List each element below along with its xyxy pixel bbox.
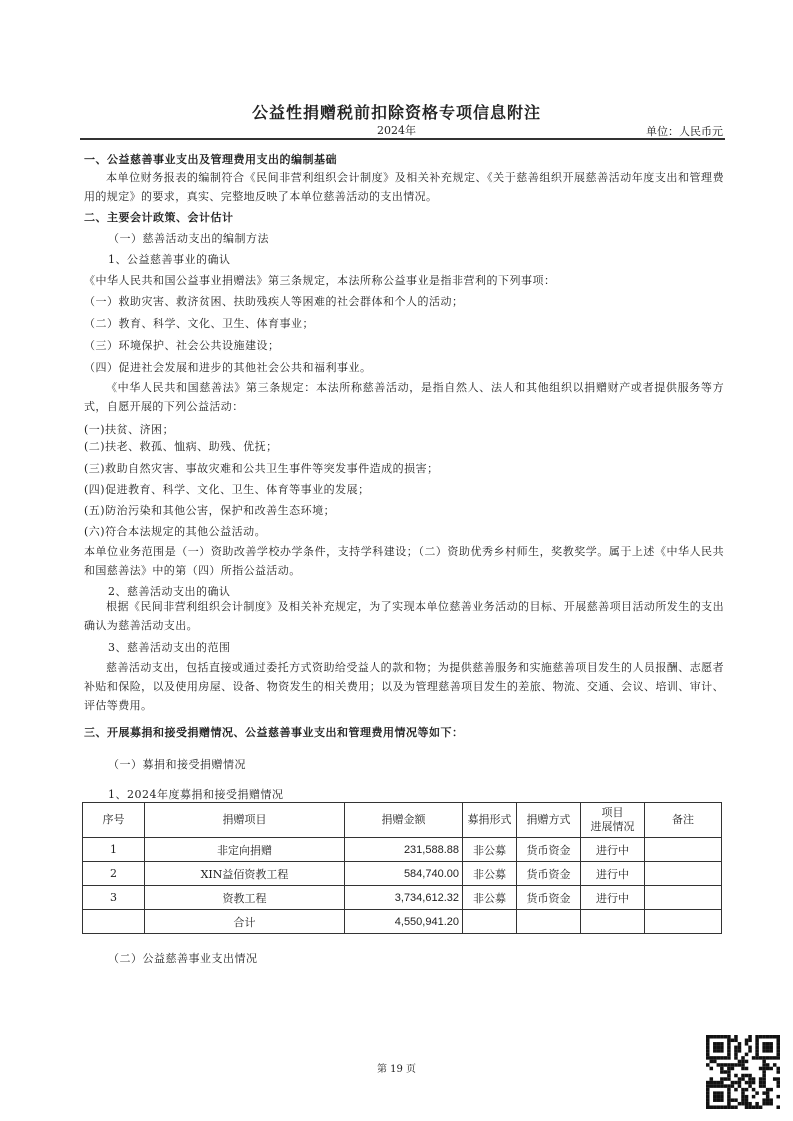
table-cell: 1 (83, 838, 145, 862)
table-cell: 231,588.88 (345, 838, 463, 862)
item-heading: 3、慈善活动支出的范围 (108, 641, 231, 654)
table-row (83, 838, 722, 862)
table-row (83, 862, 722, 886)
header-cell: 项目 进展情况 (581, 803, 645, 838)
law-item: (一)扶贫、济困； (84, 423, 175, 436)
report-year: 2024年 (377, 124, 416, 137)
table-cell: 货币资金 (517, 838, 581, 862)
law-item: （二）教育、科学、文化、卫生、体育事业； (84, 317, 314, 330)
section-2-heading: 二、主要会计政策、会计估计 (84, 211, 234, 224)
subsection-heading: （一）慈善活动支出的编制方法 (108, 232, 269, 245)
empty-cell (645, 910, 722, 934)
law-item: （四）促进社会发展和进步的其他社会公共和福利事业。 (84, 361, 372, 374)
header-cell: 备注 (645, 803, 722, 838)
table-cell: 货币资金 (517, 862, 581, 886)
table-cell: 非定向捐赠 (145, 838, 345, 862)
item-paragraph: 根据《民间非营利组织会计制度》及相关补充规定，为了实现本单位慈善业务活动的目标、开展慈善项目活动所发生的支出确认为慈善活动支出。 (84, 600, 724, 632)
table-cell: 资教工程 (145, 886, 345, 910)
table-cell: 货币资金 (517, 886, 581, 910)
header-rule (80, 138, 725, 140)
table-cell: 非公募 (463, 838, 517, 862)
header-cell: 募捐形式 (463, 803, 517, 838)
empty-cell (517, 910, 581, 934)
table-cell: 非公募 (463, 862, 517, 886)
table-total-row (83, 910, 722, 934)
header-cell: 捐赠金额 (345, 803, 463, 838)
page-title: 公益性捐赠税前扣除资格专项信息附注 (251, 103, 541, 122)
law-item: (四)促进教育、科学、文化、卫生、体育等事业的发展； (84, 483, 370, 496)
table-cell: 非公募 (463, 886, 517, 910)
law-item: (二)扶老、救孤、恤病、助残、优抚； (84, 440, 278, 453)
table-caption: 1、2024年度募捐和接受捐赠情况 (108, 788, 284, 801)
law-item: (六)符合本法规定的其他公益活动。 (84, 525, 267, 538)
business-scope: 本单位业务范围是（一）资助改善学校办学条件，支持学科建设；（二）资助优秀乡村师生，奖教奖学。属于上述《中华人民共和国慈善法》中的第（四）所指公益活动。 (84, 545, 724, 577)
total-label: 合计 (145, 910, 345, 934)
qr-code-icon (706, 1035, 780, 1109)
law-text: 《中华人民共和国慈善法》第三条规定：本法所称慈善活动，是指自然人、法人和其他组织以捐赠财产或者提供服务等方式，自愿开展的下列公益活动： (84, 381, 724, 413)
table-cell: 2 (83, 862, 145, 886)
table-header-row (83, 803, 722, 838)
law-item: (三)救助自然灾害、事故灾难和公共卫生事件等突发事件造成的损害； (84, 462, 439, 475)
empty-cell (463, 910, 517, 934)
law-item: （三）环境保护、社会公共设施建设； (84, 339, 280, 352)
table-cell: 进行中 (581, 838, 645, 862)
table-row (83, 886, 722, 910)
empty-cell (581, 910, 645, 934)
total-amount: 4,550,941.20 (345, 910, 463, 934)
item-heading: 1、公益慈善事业的确认 (108, 253, 231, 266)
donations-table (82, 802, 722, 934)
section-3-heading: 三、开展募捐和接受捐赠情况、公益慈善事业支出和管理费用情况等如下： (84, 726, 464, 739)
section-1-heading: 一、公益慈善事业支出及管理费用支出的编制基础 (84, 153, 337, 166)
section-1-paragraph: 本单位财务报表的编制符合《民间非营利组织会计制度》及相关补充规定、《关于慈善组织开展慈善活动年度支出和管理费用的规定》的要求，真实、完整地反映了本单位慈善活动的支出情况。 (84, 171, 724, 203)
currency-unit: 单位：人民币元 (646, 125, 723, 138)
table-cell (645, 862, 722, 886)
table-cell: 3 (83, 886, 145, 910)
empty-cell (83, 910, 145, 934)
table-cell: 进行中 (581, 862, 645, 886)
header-cell: 序号 (83, 803, 145, 838)
item-heading: 2、慈善活动支出的确认 (108, 585, 231, 598)
law-item: （一）救助灾害、救济贫困、扶助残疾人等困难的社会群体和个人的活动； (84, 295, 464, 308)
item-paragraph: 慈善活动支出，包括直接或通过委托方式资助给受益人的款和物；为提供慈善服务和实施慈善项目发生的人员报酬、志愿者补贴和保险，以及使用房屋、设备、物资发生的相关费用；以及为管理慈善项目发生的差旅、物流、交通、会议、培训、审计、评估等费用。 (84, 661, 724, 712)
table-cell: 进行中 (581, 886, 645, 910)
header-cell: 捐赠项目 (145, 803, 345, 838)
law-item: (五)防治污染和其他公害，保护和改善生态环境； (84, 504, 336, 517)
table-cell (645, 886, 722, 910)
subsection-heading: （二）公益慈善事业支出情况 (108, 952, 258, 965)
table-cell: XIN益佰资教工程 (145, 862, 345, 886)
table-cell: 3,734,612.32 (345, 886, 463, 910)
header-cell: 捐赠方式 (517, 803, 581, 838)
table-cell (645, 838, 722, 862)
table-cell: 584,740.00 (345, 862, 463, 886)
page-number: 第 19 页 (376, 1064, 417, 1075)
law-text: 《中华人民共和国公益事业捐赠法》第三条规定，本法所称公益事业是指非营利的下列事项： (84, 274, 556, 287)
subsection-heading: （一）募捐和接受捐赠情况 (108, 758, 246, 771)
